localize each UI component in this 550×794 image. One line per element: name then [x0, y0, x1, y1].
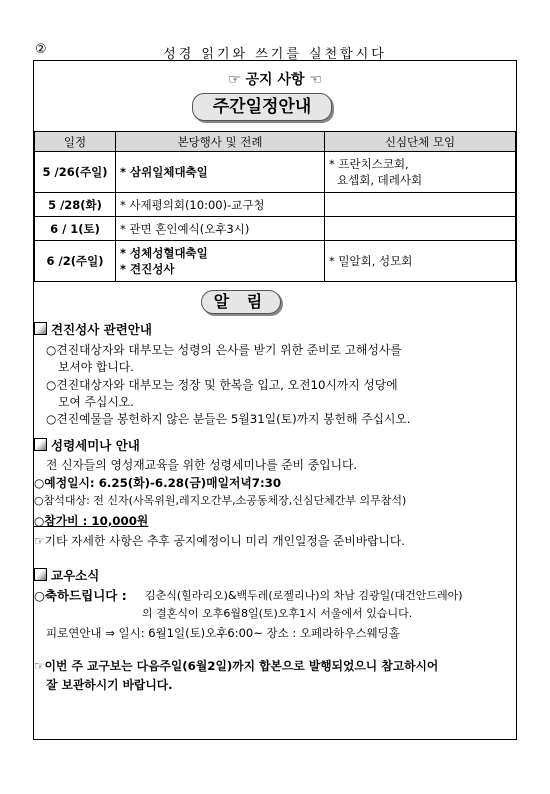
row-date: 6 / 1(토) — [35, 217, 116, 241]
schedule-title-pill: 주간일정안내 — [192, 93, 332, 121]
section-title-text: 성령세미나 안내 — [51, 438, 140, 453]
bulletin-note: 잘 보관하시기 바랍니다. — [46, 678, 173, 692]
section-title-text: 교우소식 — [51, 568, 100, 583]
checkbox-square-icon — [34, 438, 47, 451]
row-groups — [325, 193, 516, 217]
seminar-note: ☞기타 자세한 사항은 추후 공지예정이니 미리 개인일정을 준비바랍니다. — [34, 534, 406, 548]
checkbox-square-icon — [34, 568, 47, 581]
header-events: 본당행사 및 전례 — [116, 132, 325, 152]
notice-title: ☞ 공지 사항 ☜ — [228, 72, 322, 88]
table-row — [35, 193, 516, 217]
table-header-row — [35, 132, 516, 152]
row-groups — [325, 217, 516, 241]
row-date: 5 /28(화) — [35, 193, 116, 217]
confirmation-line: ○견진예물을 봉헌하지 않은 분들은 5월31일(토)까지 봉헌해 주십시오. — [46, 412, 411, 426]
row-date: 5 /26(주일) — [35, 152, 116, 193]
table-row — [35, 152, 516, 193]
row-groups: * 밀알회, 성모회 — [325, 241, 516, 282]
confirmation-line: ○견진대상자와 대부모는 정장 및 한복을 입고, 오전10시까지 성당에 — [46, 378, 398, 392]
section-title-text: 견진성사 관련안내 — [51, 322, 152, 337]
seminar-line: 전 신자들의 영성재교육을 위한 성령세미나를 준비 중입니다. — [46, 458, 358, 472]
table-row — [35, 241, 516, 282]
row-group-line: 요셉회, 데레사회 — [337, 173, 423, 187]
seminar-schedule: ○예정일시: 6.25(화)-6.28(금)매일저녁7:30 — [34, 476, 282, 490]
header-date: 일정 — [35, 132, 116, 152]
confirmation-line: ○견진대상자와 대부모는 성령의 은사를 받기 위한 준비로 고해성사를 — [46, 343, 402, 357]
confirmation-line: 모여 주십시오. — [58, 395, 134, 409]
reception-info: 피로연안내 ⇒ 일시: 6월1일(토)오후6:00~ 장소 : 오페라하우스웨딩홀 — [46, 626, 400, 640]
row-events — [116, 241, 325, 282]
seminar-fee: ○참가비 : 10,000원 — [34, 514, 149, 528]
schedule-table — [34, 131, 516, 282]
row-groups — [325, 152, 516, 193]
row-group-line: * 프란치스코회, — [329, 157, 409, 171]
congrats-label: ○축하드립니다 : — [34, 588, 127, 603]
confirmation-line: 보셔야 합니다. — [58, 360, 134, 374]
section-parish-news-title — [34, 566, 99, 584]
congrats-text: 의 결혼식이 오후6월8일(토)오후1시 서울에서 있습니다. — [142, 607, 413, 620]
header-groups: 신심단체 모임 — [325, 132, 516, 152]
checkbox-square-icon — [34, 322, 47, 335]
row-event: * 삼위일체대축일 — [116, 152, 325, 193]
row-event: * 견진성사 — [120, 262, 175, 276]
bulletin-note: ☞이번 주 교구보는 다음주일(6월2일)까지 합본으로 발행되었으니 참고하시어 — [34, 659, 439, 673]
row-date: 6 /2(주일) — [35, 241, 116, 282]
table-row — [35, 217, 516, 241]
section-seminar-title — [34, 436, 140, 454]
section-confirmation-title — [34, 320, 152, 338]
announce-title-pill: 알 림 — [201, 290, 281, 314]
seminar-attendees: ○참석대상: 전 신자(사목위원,레지오간부,소공동체장,신심단체간부 의무참석) — [34, 494, 407, 507]
row-event: * 사제평의회(10:00)-교구청 — [116, 193, 325, 217]
congrats-text: 김춘식(힐라리오)&백두레(로젤리나)의 차남 김광일(대건안드레아) — [145, 589, 463, 602]
header-motto: 성경 읽기와 쓰기를 실천합시다 — [163, 47, 387, 62]
page-number: ② — [35, 42, 47, 57]
row-event: * 관면 혼인예식(오후3시) — [116, 217, 325, 241]
row-event: * 성체성혈대축일 — [120, 246, 208, 260]
